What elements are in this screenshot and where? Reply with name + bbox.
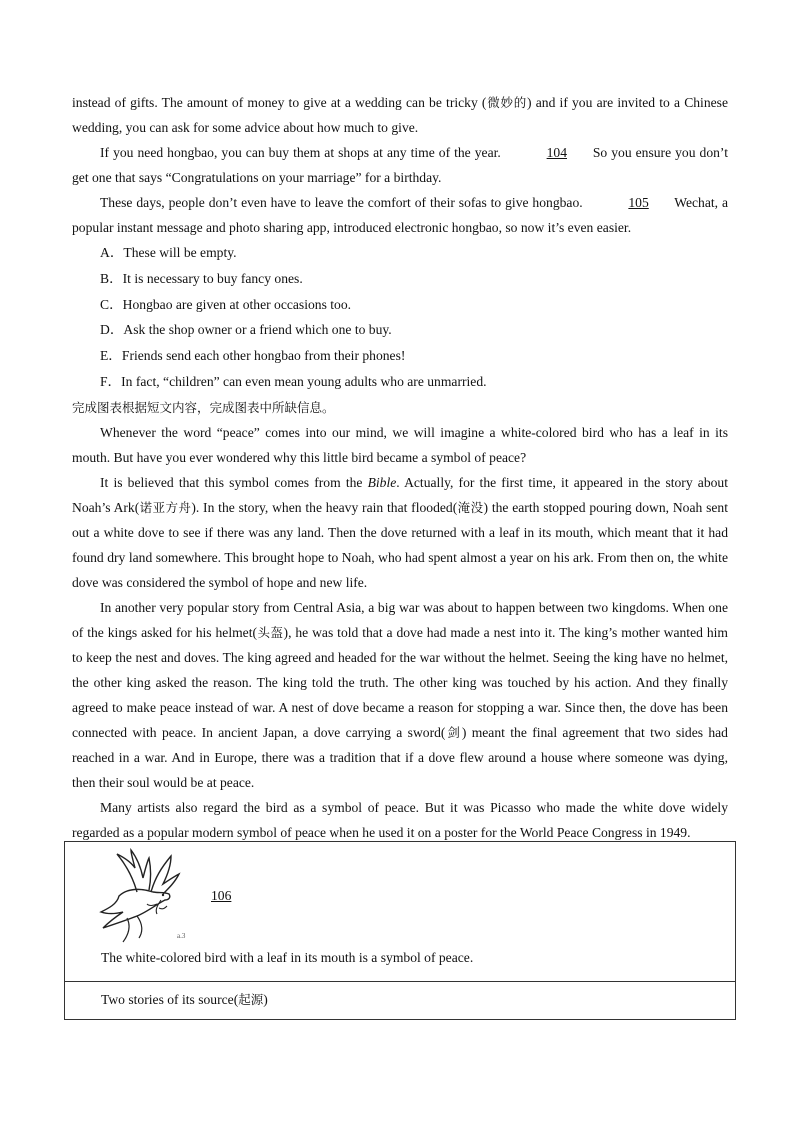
paragraph-picasso: Many artists also regard the bird as a symbol of peace. But it was Picasso who made the white dove widely regarded as a popular modern symbol of peace when he used it on a poster for the World Peace Congress in 1949. bbox=[72, 799, 728, 840]
option-e[interactable]: E．Friends send each other hongbao from their phones! bbox=[100, 348, 406, 364]
paragraph-buy-hongbao: If you need hongbao, you can buy them at shops at any time of the year. 104 So you ensure you don’t get one that says “Congratulations on your marriage” for a birthday. bbox=[72, 140, 728, 190]
paragraph-peace-intro: Whenever the word “peace” comes into our mind, we will imagine a white-colored bird who has a leaf in its mouth. But have you ever wondered why this little bird became a symbol of peace? bbox=[72, 424, 728, 465]
option-b[interactable]: B．It is necessary to buy fancy ones. bbox=[100, 270, 303, 286]
paragraph-central-asia: In another very popular story from Central Asia, a big war was about to happen between two kingdoms. When one of the kings asked for his helmet(头盔), he was told that a dove had made a nest into it. The king’s mother wanted him to keep the nest and doves. The king agreed and headed for the war without the helmet. Seeing the king have no helmet, the other king asked the reason. The king told the truth. The other king was touched by his action. And they finally agreed to make peace instead of war. A nest of dove became a reason for stopping a war. Since then, the dove has been connected with peace. In ancient Japan, a dove carrying a sword(剑) meant the final agreement that two sides had reached in a war. And in Europe, there was a tradition that if a dove flew around a house where someone was dying, then their soul would be at peace. bbox=[72, 599, 728, 790]
summary-table bbox=[64, 841, 736, 1020]
paragraph-gifts: instead of gifts. The amount of money to give at a wedding can be tricky (微妙的) and if you are invited to a Chinese wedding, you can ask for some advice about how much to give. bbox=[72, 95, 728, 135]
table-row-stories: Two stories of its source(起源) bbox=[101, 992, 268, 1007]
blank-105[interactable]: 105 bbox=[628, 195, 649, 210]
blank-106[interactable]: 106 bbox=[211, 888, 232, 903]
image-mark: a.3 bbox=[177, 932, 186, 940]
dove-illustration bbox=[97, 848, 182, 948]
blank-104[interactable]: 104 bbox=[546, 145, 567, 160]
section-instruction: 完成图表根据短文内容，完成图表中所缺信息。 bbox=[72, 399, 335, 415]
paragraph-noah: It is believed that this symbol comes from the Bible. Actually, for the first time, it appeared in the story about Noah’s Ark(诺亚方舟). In the story, when the heavy rain that flooded(淹没) the earth stopped pouring down, Noah sent out a white dove to see if there was any land. Then the dove returned with a leaf in its mouth, which meant that it had found dry land somewhere. This brought hope to Noah, who had spent almost a year on his ark. From then on, the white dove was considered the symbol of hope and new life. bbox=[72, 474, 728, 590]
option-c[interactable]: C．Hongbao are given at other occasions too. bbox=[100, 296, 352, 312]
symbol-statement: The white-colored bird with a leaf in its mouth is a symbol of peace. bbox=[101, 950, 474, 965]
paragraph-these-days: These days, people don’t even have to leave the comfort of their sofas to give hongbao. 105 Wechat, a popular instant message and photo sharing app, introduced electronic hongbao, so now it’s even easier. bbox=[72, 190, 728, 240]
document-body bbox=[72, 90, 728, 845]
options-list bbox=[72, 240, 728, 395]
table-row-symbol bbox=[65, 842, 735, 982]
option-d[interactable]: D．Ask the shop owner or a friend which one to buy. bbox=[100, 322, 392, 338]
option-a[interactable]: A．These will be empty. bbox=[100, 245, 237, 260]
option-f[interactable]: F．In fact, “children” can even mean young adults who are unmarried. bbox=[100, 373, 487, 389]
